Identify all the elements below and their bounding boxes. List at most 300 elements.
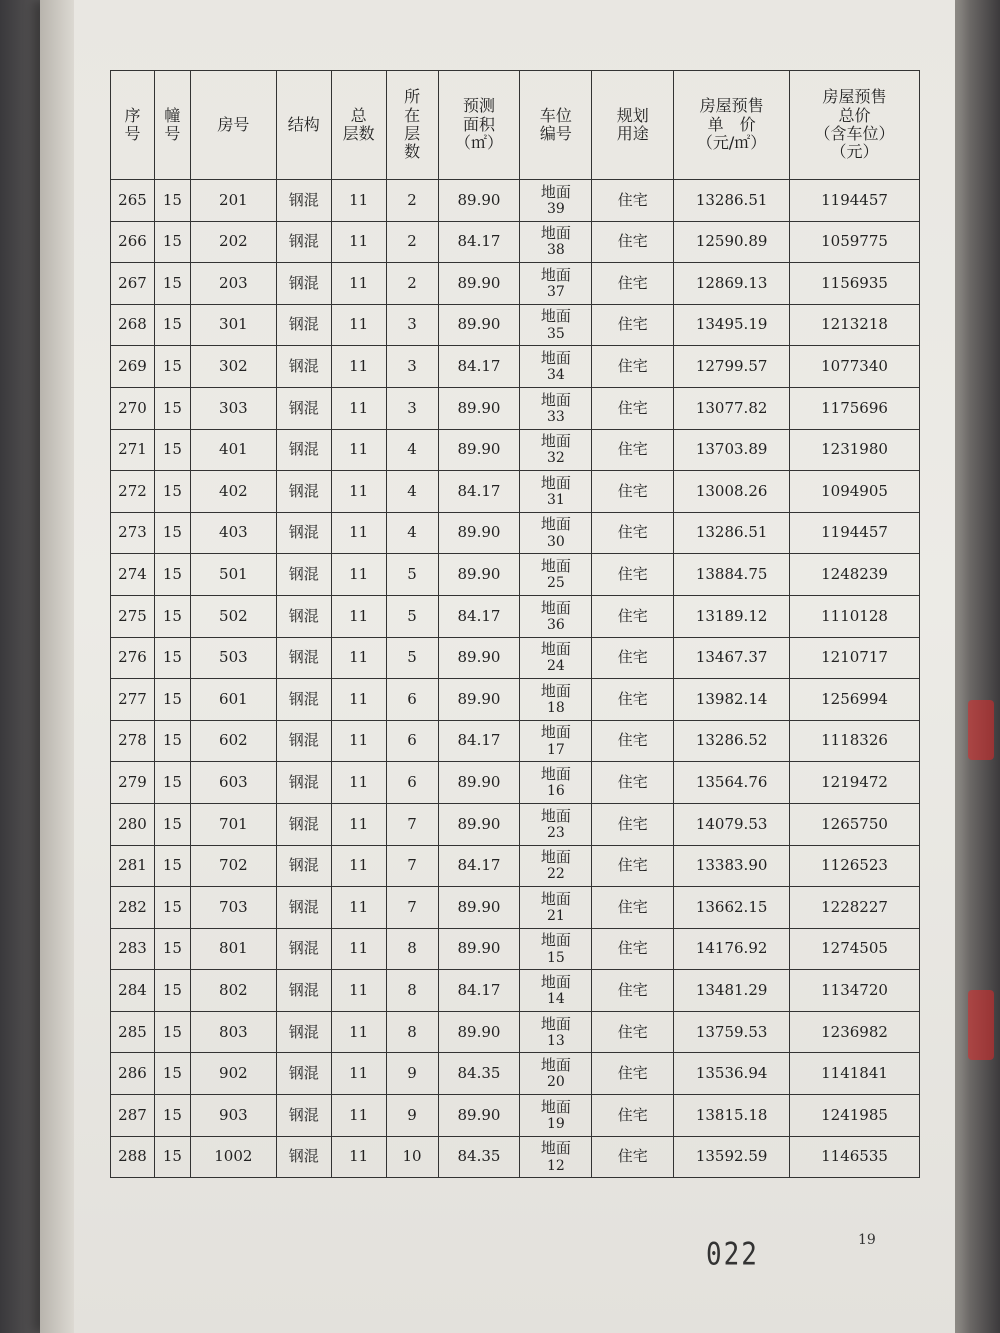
sequence-cell: 288 [111, 1136, 155, 1178]
total-price-cell: 1213218 [790, 304, 920, 346]
total-floors-cell: 11 [331, 1095, 386, 1137]
parking-cell [520, 304, 592, 346]
total-floors-cell: 11 [331, 1136, 386, 1178]
building-cell: 15 [154, 1136, 190, 1178]
building-cell: 15 [154, 970, 190, 1012]
unit-price-cell: 13662.15 [674, 887, 790, 929]
usage-cell: 住宅 [592, 887, 674, 929]
parking-type: 地面 [540, 848, 571, 867]
area-cell: 89.90 [438, 263, 520, 305]
total-price-cell: 1219472 [790, 762, 920, 804]
sequence-cell: 283 [111, 928, 155, 970]
sequence-cell: 282 [111, 887, 155, 929]
column-header [190, 71, 276, 180]
structure-cell: 钢混 [276, 554, 331, 596]
area-cell: 89.90 [438, 803, 520, 845]
parking-type: 地面 [540, 931, 571, 950]
unit-price-cell: 13884.75 [674, 554, 790, 596]
floor-cell: 2 [386, 263, 438, 305]
parking-type: 地面 [540, 972, 571, 991]
room-number-cell: 703 [190, 887, 276, 929]
total-floors-cell: 11 [331, 180, 386, 222]
parking-number: 34 [546, 367, 565, 384]
structure-cell: 钢混 [276, 387, 331, 429]
total-price-cell: 1194457 [790, 512, 920, 554]
area-cell: 89.90 [438, 554, 520, 596]
building-cell: 15 [154, 887, 190, 929]
usage-cell: 住宅 [592, 554, 674, 596]
usage-cell: 住宅 [592, 1053, 674, 1095]
sequence-cell: 274 [111, 554, 155, 596]
unit-price-cell: 13286.51 [674, 512, 790, 554]
floor-cell: 6 [386, 679, 438, 721]
building-cell: 15 [154, 346, 190, 388]
column-header-line: 用途 [616, 124, 649, 143]
total-price-cell: 1274505 [790, 928, 920, 970]
structure-cell: 钢混 [276, 1011, 331, 1053]
floor-cell: 2 [386, 221, 438, 263]
usage-cell: 住宅 [592, 970, 674, 1012]
column-header-line: 幢 [164, 105, 181, 125]
stamped-number: 022 [706, 1237, 759, 1273]
sequence-cell: 281 [111, 845, 155, 887]
column-header-line: 编号 [539, 124, 572, 143]
unit-price-cell: 13467.37 [674, 637, 790, 679]
floor-cell: 9 [386, 1095, 438, 1137]
parking-type: 地面 [540, 473, 571, 492]
column-header-line: 号 [124, 124, 141, 143]
total-floors-cell: 11 [331, 845, 386, 887]
structure-cell: 钢混 [276, 970, 331, 1012]
table-body [111, 180, 920, 1178]
unit-price-cell: 13592.59 [674, 1136, 790, 1178]
floor-cell: 5 [386, 554, 438, 596]
unit-price-cell: 12799.57 [674, 346, 790, 388]
parking-type: 地面 [540, 390, 571, 409]
red-seal-mark [968, 990, 994, 1060]
table-row [111, 845, 920, 887]
parking-type: 地面 [540, 806, 571, 825]
table-row [111, 887, 920, 929]
parking-number: 22 [546, 866, 565, 883]
unit-price-cell: 14176.92 [674, 928, 790, 970]
structure-cell: 钢混 [276, 429, 331, 471]
sequence-cell: 275 [111, 595, 155, 637]
parking-number: 37 [546, 284, 565, 301]
room-number-cell: 603 [190, 762, 276, 804]
area-cell: 89.90 [438, 180, 520, 222]
total-price-cell: 1241985 [790, 1095, 920, 1137]
column-header [331, 71, 386, 180]
parking-type: 地面 [540, 681, 571, 700]
structure-cell: 钢混 [276, 221, 331, 263]
parking-type: 地面 [540, 224, 571, 243]
column-header-line: （㎡） [454, 133, 503, 153]
column-header-line: 房屋预售 [699, 96, 764, 116]
total-floors-cell: 11 [331, 887, 386, 929]
table-row [111, 1011, 920, 1053]
parking-type: 地面 [540, 515, 571, 534]
total-price-cell: 1156935 [790, 263, 920, 305]
parking-cell [520, 637, 592, 679]
structure-cell: 钢混 [276, 595, 331, 637]
usage-cell: 住宅 [592, 429, 674, 471]
table-row [111, 180, 920, 222]
column-header-line: 序 [124, 105, 141, 125]
total-price-cell: 1134720 [790, 970, 920, 1012]
area-cell: 89.90 [438, 679, 520, 721]
total-price-cell: 1118326 [790, 720, 920, 762]
total-floors-cell: 11 [331, 803, 386, 845]
table-row [111, 304, 920, 346]
column-header [438, 71, 520, 180]
parking-type: 地面 [540, 1014, 571, 1033]
structure-cell: 钢混 [276, 803, 331, 845]
parking-cell [520, 554, 592, 596]
structure-cell: 钢混 [276, 180, 331, 222]
total-price-cell: 1059775 [790, 221, 920, 263]
total-price-cell: 1126523 [790, 845, 920, 887]
table-row [111, 1136, 920, 1178]
unit-price-cell: 13759.53 [674, 1011, 790, 1053]
building-cell: 15 [154, 387, 190, 429]
unit-price-cell: 13495.19 [674, 304, 790, 346]
parking-type: 地面 [540, 432, 571, 451]
floor-cell: 3 [386, 387, 438, 429]
area-cell: 84.17 [438, 221, 520, 263]
parking-cell [520, 887, 592, 929]
area-cell: 84.17 [438, 720, 520, 762]
parking-type: 地面 [540, 1097, 571, 1116]
column-header-line: 所 [404, 87, 421, 107]
sequence-cell: 267 [111, 263, 155, 305]
table-row [111, 1053, 920, 1095]
structure-cell: 钢混 [276, 637, 331, 679]
total-floors-cell: 11 [331, 554, 386, 596]
room-number-cell: 902 [190, 1053, 276, 1095]
sequence-cell: 266 [111, 221, 155, 263]
table-row [111, 346, 920, 388]
area-cell: 89.90 [438, 1095, 520, 1137]
room-number-cell: 203 [190, 263, 276, 305]
parking-cell [520, 679, 592, 721]
building-cell: 15 [154, 512, 190, 554]
area-cell: 84.17 [438, 970, 520, 1012]
floor-cell: 9 [386, 1053, 438, 1095]
floor-cell: 8 [386, 1011, 438, 1053]
column-header-line: 层数 [342, 124, 375, 143]
parking-type: 地面 [540, 723, 571, 742]
column-header [674, 71, 790, 180]
parking-cell [520, 762, 592, 804]
floor-cell: 4 [386, 471, 438, 513]
column-header-line: 总价 [838, 105, 871, 125]
usage-cell: 住宅 [592, 720, 674, 762]
room-number-cell: 503 [190, 637, 276, 679]
room-number-cell: 302 [190, 346, 276, 388]
area-cell: 89.90 [438, 429, 520, 471]
page-number: 19 [858, 1232, 876, 1248]
structure-cell: 钢混 [276, 304, 331, 346]
column-header-line: 层 [404, 124, 421, 143]
area-cell: 89.90 [438, 637, 520, 679]
room-number-cell: 502 [190, 595, 276, 637]
area-cell: 89.90 [438, 887, 520, 929]
parking-type: 地面 [540, 1056, 571, 1075]
room-number-cell: 201 [190, 180, 276, 222]
table-row [111, 429, 920, 471]
total-price-cell: 1175696 [790, 387, 920, 429]
total-floors-cell: 11 [331, 429, 386, 471]
column-header-line: （元） [830, 142, 879, 162]
structure-cell: 钢混 [276, 1053, 331, 1095]
column-header-line: 房号 [217, 114, 250, 134]
area-cell: 84.35 [438, 1136, 520, 1178]
total-price-cell: 1265750 [790, 803, 920, 845]
unit-price-cell: 13286.51 [674, 180, 790, 222]
parking-number: 12 [546, 1157, 565, 1174]
area-cell: 89.90 [438, 928, 520, 970]
structure-cell: 钢混 [276, 887, 331, 929]
parking-number: 23 [546, 824, 565, 841]
area-cell: 84.17 [438, 471, 520, 513]
unit-price-cell: 13703.89 [674, 429, 790, 471]
structure-cell: 钢混 [276, 1136, 331, 1178]
parking-cell [520, 221, 592, 263]
parking-cell [520, 1011, 592, 1053]
parking-cell [520, 346, 592, 388]
room-number-cell: 402 [190, 471, 276, 513]
total-price-cell: 1210717 [790, 637, 920, 679]
parking-number: 39 [546, 200, 565, 217]
usage-cell: 住宅 [592, 1136, 674, 1178]
building-cell: 15 [154, 471, 190, 513]
column-header [790, 71, 920, 180]
column-header-line: 数 [404, 142, 421, 162]
floor-cell: 2 [386, 180, 438, 222]
floor-cell: 10 [386, 1136, 438, 1178]
structure-cell: 钢混 [276, 928, 331, 970]
structure-cell: 钢混 [276, 762, 331, 804]
total-price-cell: 1228227 [790, 887, 920, 929]
building-cell: 15 [154, 221, 190, 263]
parking-number: 21 [546, 907, 565, 924]
parking-number: 13 [546, 1032, 565, 1049]
usage-cell: 住宅 [592, 221, 674, 263]
room-number-cell: 801 [190, 928, 276, 970]
parking-cell [520, 1053, 592, 1095]
room-number-cell: 601 [190, 679, 276, 721]
floor-cell: 8 [386, 928, 438, 970]
parking-cell [520, 845, 592, 887]
table-row [111, 720, 920, 762]
total-floors-cell: 11 [331, 637, 386, 679]
sequence-cell: 269 [111, 346, 155, 388]
building-cell: 15 [154, 928, 190, 970]
structure-cell: 钢混 [276, 471, 331, 513]
unit-price-cell: 13286.52 [674, 720, 790, 762]
room-number-cell: 602 [190, 720, 276, 762]
sequence-cell: 265 [111, 180, 155, 222]
usage-cell: 住宅 [592, 387, 674, 429]
column-header-line: 面积 [462, 114, 495, 134]
column-header-line: （含车位） [814, 124, 895, 143]
column-header-line: 规划 [616, 105, 649, 125]
usage-cell: 住宅 [592, 595, 674, 637]
total-floors-cell: 11 [331, 304, 386, 346]
total-floors-cell: 11 [331, 512, 386, 554]
parking-cell [520, 1136, 592, 1178]
room-number-cell: 903 [190, 1095, 276, 1137]
column-header-line: （元/㎡） [696, 133, 767, 153]
table-row [111, 221, 920, 263]
area-cell: 84.17 [438, 346, 520, 388]
parking-number: 36 [546, 616, 565, 633]
usage-cell: 住宅 [592, 1095, 674, 1137]
parking-cell [520, 720, 592, 762]
total-floors-cell: 11 [331, 221, 386, 263]
usage-cell: 住宅 [592, 803, 674, 845]
total-floors-cell: 11 [331, 1053, 386, 1095]
building-cell: 15 [154, 304, 190, 346]
sequence-cell: 279 [111, 762, 155, 804]
parking-type: 地面 [540, 182, 571, 201]
usage-cell: 住宅 [592, 928, 674, 970]
parking-cell [520, 429, 592, 471]
usage-cell: 住宅 [592, 471, 674, 513]
sequence-cell: 287 [111, 1095, 155, 1137]
unit-price-cell: 13383.90 [674, 845, 790, 887]
parking-number: 38 [546, 242, 565, 259]
unit-price-cell: 13008.26 [674, 471, 790, 513]
area-cell: 89.90 [438, 304, 520, 346]
room-number-cell: 202 [190, 221, 276, 263]
floor-cell: 7 [386, 803, 438, 845]
usage-cell: 住宅 [592, 762, 674, 804]
column-header-line: 房屋预售 [822, 87, 887, 107]
sequence-cell: 271 [111, 429, 155, 471]
room-number-cell: 803 [190, 1011, 276, 1053]
parking-cell [520, 263, 592, 305]
structure-cell: 钢混 [276, 512, 331, 554]
total-floors-cell: 11 [331, 679, 386, 721]
floor-cell: 6 [386, 720, 438, 762]
table-row [111, 263, 920, 305]
floor-cell: 4 [386, 512, 438, 554]
parking-cell [520, 928, 592, 970]
room-number-cell: 401 [190, 429, 276, 471]
parking-cell [520, 512, 592, 554]
building-cell: 15 [154, 720, 190, 762]
total-price-cell: 1077340 [790, 346, 920, 388]
total-price-cell: 1256994 [790, 679, 920, 721]
total-floors-cell: 11 [331, 471, 386, 513]
room-number-cell: 802 [190, 970, 276, 1012]
table-row [111, 762, 920, 804]
floor-cell: 5 [386, 595, 438, 637]
parking-number: 25 [546, 575, 565, 592]
room-number-cell: 1002 [190, 1136, 276, 1178]
total-floors-cell: 11 [331, 762, 386, 804]
usage-cell: 住宅 [592, 263, 674, 305]
parking-cell [520, 387, 592, 429]
building-cell: 15 [154, 429, 190, 471]
column-header [386, 71, 438, 180]
total-floors-cell: 11 [331, 720, 386, 762]
floor-cell: 4 [386, 429, 438, 471]
unit-price-cell: 13536.94 [674, 1053, 790, 1095]
building-cell: 15 [154, 1053, 190, 1095]
total-floors-cell: 11 [331, 595, 386, 637]
total-floors-cell: 11 [331, 387, 386, 429]
usage-cell: 住宅 [592, 845, 674, 887]
table-row [111, 471, 920, 513]
parking-number: 16 [546, 783, 565, 800]
room-number-cell: 701 [190, 803, 276, 845]
parking-type: 地面 [540, 598, 571, 617]
parking-number: 32 [546, 450, 565, 467]
table-row [111, 803, 920, 845]
building-cell: 15 [154, 679, 190, 721]
sequence-cell: 268 [111, 304, 155, 346]
usage-cell: 住宅 [592, 346, 674, 388]
column-header [276, 71, 331, 180]
parking-cell [520, 1095, 592, 1137]
parking-type: 地面 [540, 764, 571, 783]
building-cell: 15 [154, 637, 190, 679]
total-price-cell: 1231980 [790, 429, 920, 471]
parking-cell [520, 803, 592, 845]
column-header-line: 号 [164, 124, 181, 143]
sequence-cell: 285 [111, 1011, 155, 1053]
total-floors-cell: 11 [331, 1011, 386, 1053]
area-cell: 89.90 [438, 1011, 520, 1053]
parking-number: 17 [546, 741, 565, 758]
building-cell: 15 [154, 180, 190, 222]
column-header-line: 结构 [287, 114, 320, 134]
area-cell: 84.17 [438, 845, 520, 887]
total-price-cell: 1236982 [790, 1011, 920, 1053]
presale-price-table [110, 70, 920, 1178]
sequence-cell: 286 [111, 1053, 155, 1095]
room-number-cell: 303 [190, 387, 276, 429]
total-price-cell: 1194457 [790, 180, 920, 222]
sequence-cell: 272 [111, 471, 155, 513]
building-cell: 15 [154, 1011, 190, 1053]
room-number-cell: 403 [190, 512, 276, 554]
parking-number: 30 [546, 533, 565, 550]
column-header [154, 71, 190, 180]
sequence-cell: 276 [111, 637, 155, 679]
total-price-cell: 1248239 [790, 554, 920, 596]
parking-type: 地面 [540, 889, 571, 908]
structure-cell: 钢混 [276, 845, 331, 887]
parking-type: 地面 [540, 556, 571, 575]
building-cell: 15 [154, 554, 190, 596]
usage-cell: 住宅 [592, 180, 674, 222]
floor-cell: 6 [386, 762, 438, 804]
table-row [111, 970, 920, 1012]
floor-cell: 5 [386, 637, 438, 679]
structure-cell: 钢混 [276, 1095, 331, 1137]
sequence-cell: 280 [111, 803, 155, 845]
parking-number: 15 [546, 949, 565, 966]
sequence-cell: 284 [111, 970, 155, 1012]
floor-cell: 8 [386, 970, 438, 1012]
column-header-line: 预测 [462, 96, 495, 116]
structure-cell: 钢混 [276, 346, 331, 388]
unit-price-cell: 13815.18 [674, 1095, 790, 1137]
